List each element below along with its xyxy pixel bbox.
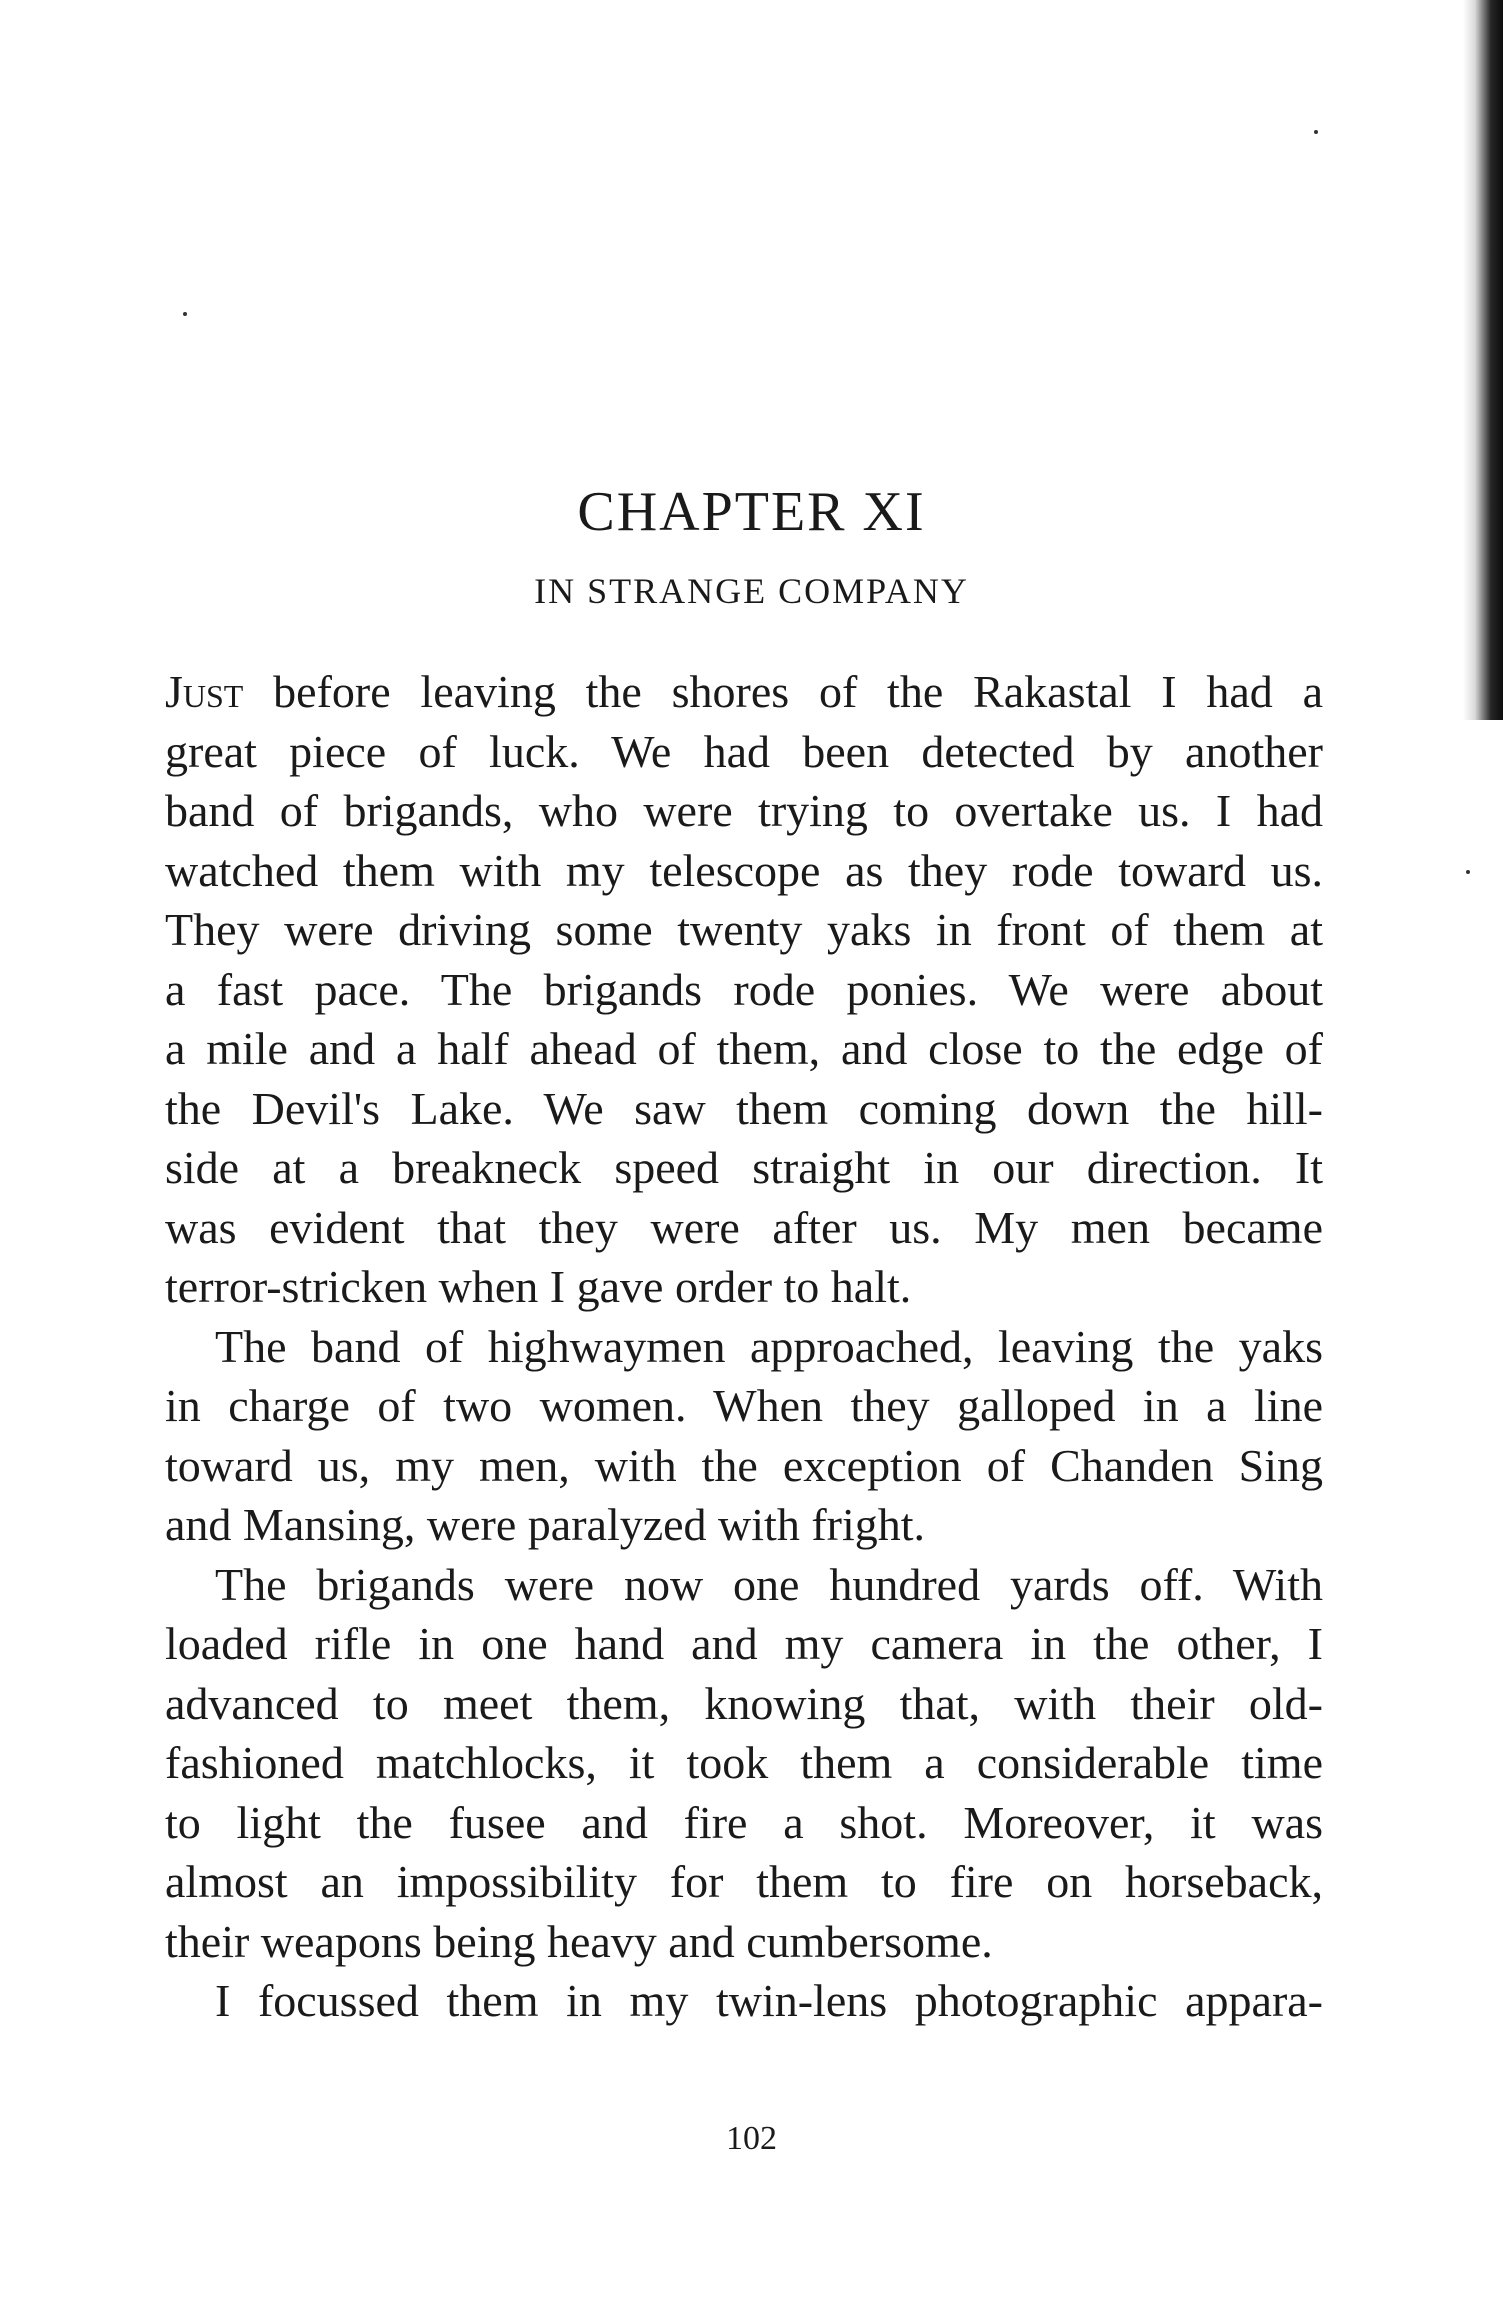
scan-speck	[183, 312, 187, 316]
text-line: their weapons being heavy and cumbersome.	[165, 1915, 993, 1967]
body-text	[165, 662, 1323, 2031]
text-line: to light the fusee and fire a shot. Moreover, it was	[165, 1796, 1323, 1848]
text-line: a mile and a half ahead of them, and close to the edge of	[165, 1023, 1323, 1074]
text-line: in charge of two women. When they galloped in a line	[165, 1380, 1323, 1431]
scan-speck	[1466, 870, 1470, 874]
text-line: They were driving some twenty yaks in front of them at	[165, 904, 1323, 955]
chapter-title: IN STRANGE COMPANY	[534, 571, 969, 611]
text-line: loaded rifle in one hand and my camera in the other, I	[165, 1618, 1323, 1669]
text-line: I focussed them in my twin-lens photographic appara-	[215, 1975, 1323, 2026]
text-line: great piece of luck. We had been detected by another	[165, 725, 1323, 777]
page-number: 102	[726, 2120, 777, 2157]
paragraph	[165, 1555, 1323, 1972]
paragraph	[165, 1971, 1323, 2031]
text-line: a fast pace. The brigands rode ponies. We were about	[165, 963, 1323, 1015]
text-line: toward us, my men, with the exception of Chanden Sing	[165, 1439, 1323, 1491]
text-line: side at a breakneck speed straight in our direction. It	[165, 1142, 1323, 1193]
text-line: almost an impossibility for them to fire on horseback,	[165, 1856, 1323, 1907]
text-line: advanced to meet them, knowing that, with their old-	[165, 1677, 1323, 1729]
text-line: watched them with my telescope as they rode toward us.	[165, 844, 1323, 896]
text-line: fashioned matchlocks, it took them a considerable time	[165, 1737, 1323, 1788]
text-line: the Devil's Lake. We saw them coming down the hill-	[165, 1082, 1323, 1134]
paragraph	[165, 1317, 1323, 1555]
text-line: Just before leaving the shores of the Rakastal I had a	[165, 666, 1323, 717]
text-line: The band of highwaymen approached, leaving the yaks	[215, 1320, 1323, 1372]
text-line: The brigands were now one hundred yards off. With	[215, 1558, 1323, 1610]
paragraph	[165, 662, 1323, 1317]
text-line: terror-stricken when I gave order to halt.	[165, 1261, 912, 1312]
lead-word: Just	[165, 666, 244, 717]
scan-speck	[1314, 130, 1318, 134]
scan-edge-shadow	[1463, 0, 1503, 720]
text-line: and Mansing, were paralyzed with fright.	[165, 1499, 926, 1550]
text-line: was evident that they were after us. My men became	[165, 1201, 1323, 1253]
chapter-number: CHAPTER XI	[577, 481, 926, 543]
text-line: band of brigands, who were trying to overtake us. I had	[165, 785, 1323, 836]
